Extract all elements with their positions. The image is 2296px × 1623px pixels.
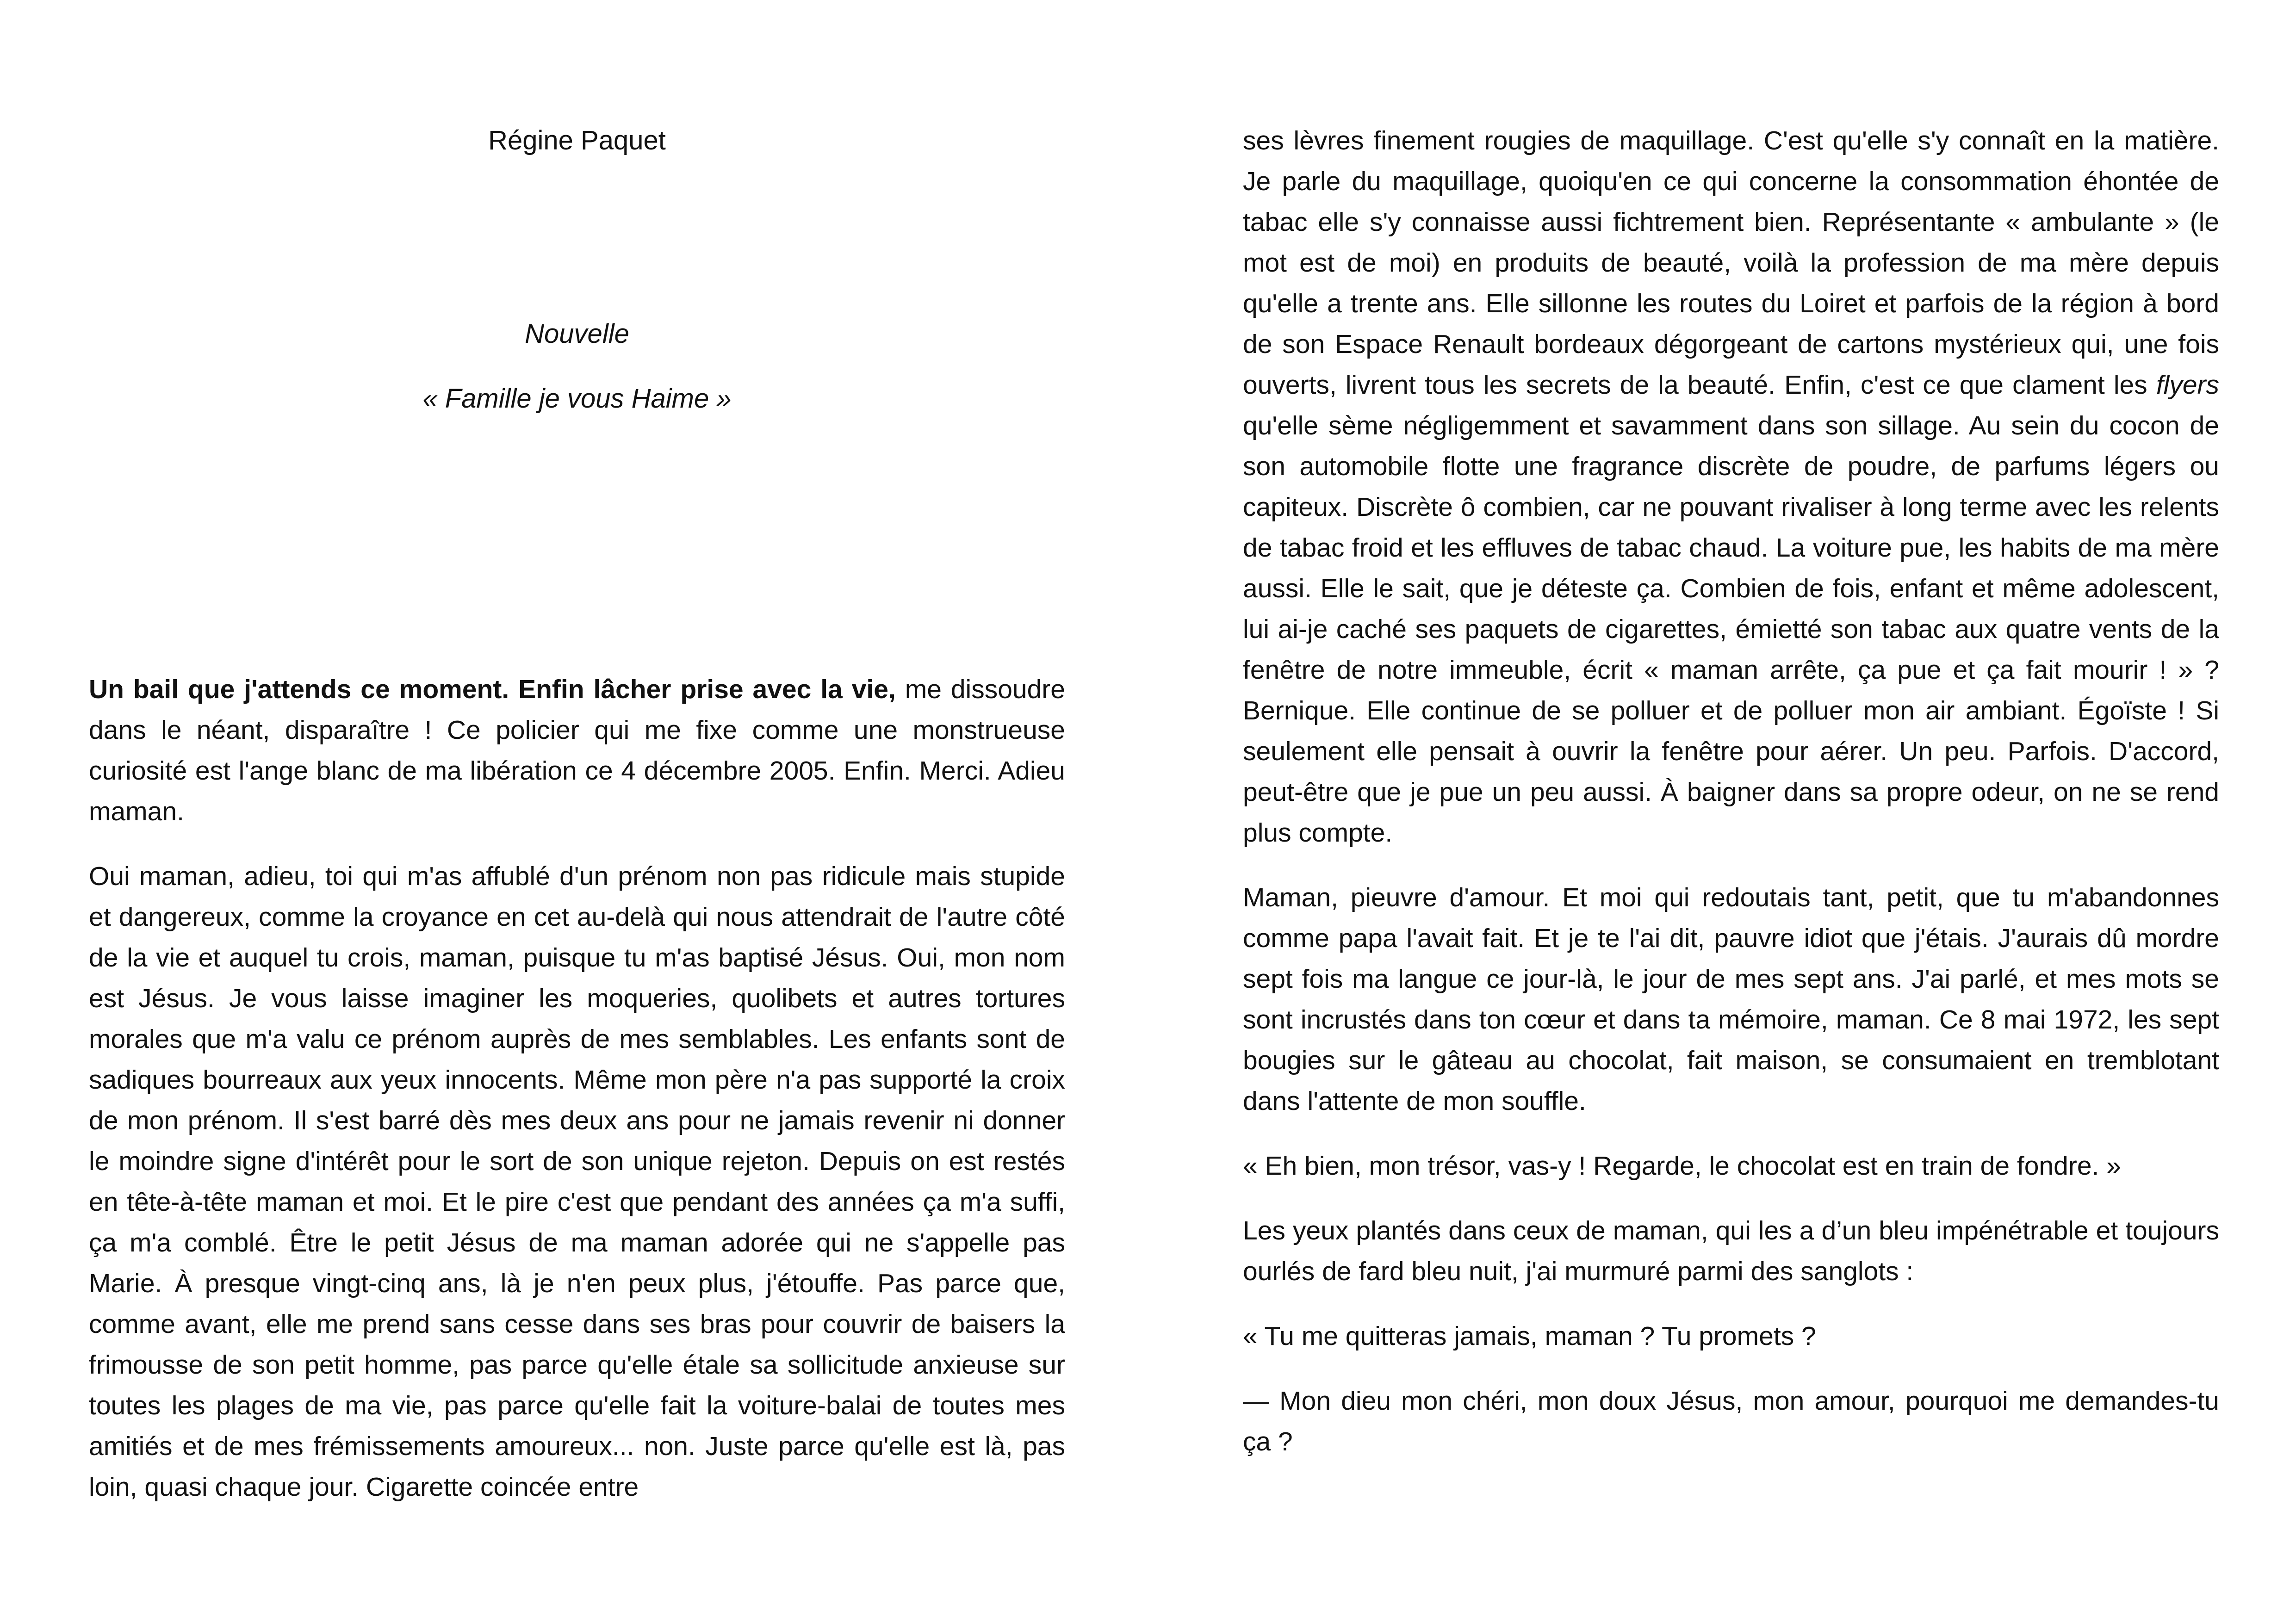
left-page [89,120,1065,1531]
title-block [89,120,1065,419]
opening-bold-sentence: Un bail que j'attends ce moment. Enfin lâcher prise avec la vie, [89,675,896,704]
author-name: Régine Paquet [488,125,666,155]
paragraph [89,669,1065,832]
paragraph-text: qu'elle sème négligemment et savamment dans son sillage. Au sein du cocon de son automobile flotte une fragrance discrète de poudre, de parfums légers ou capiteux. Discrète ô combien, car ne pouvant rivaliser à long terme avec les relents de tabac froid et les effluves de tabac chaud. La voiture pue, les habits de ma mère aussi. Elle le sait, que je déteste ça. Combien de fois, enfant et même adolescent, lui ai-je caché ses paquets de cigarettes, émietté son tabac aux quatre vents de la fenêtre de notre immeuble, écrit « maman arrête, ça pue et ça fait mourir ! » ? Bernique. Elle continue de se polluer et de polluer mon air ambiant. Égoïste ! Si seulement elle pensait à ouvrir la fenêtre pour aérer. Un peu. Parfois. D'accord, peut-être que je pue un peu aussi. À baigner dans sa propre odeur, on ne se rend plus compte. [1243,411,2219,848]
paragraph: Oui maman, adieu, toi qui m'as affublé d'un prénom non pas ridicule mais stupide et dangereux, comme la croyance en cet au-delà qui nous attendrait de l'autre côté de la vie et auquel tu crois, maman, puisque tu m'as baptisé Jésus. Oui, mon nom est Jésus. Je vous laisse imaginer les moqueries, quolibets et autres tortures morales que m'a valu ce prénom auprès de mes semblables. Les enfants sont de sadiques bourreaux aux yeux innocents. Même mon père n'a pas supporté la croix de mon prénom. Il s'est barré dès mes deux ans pour ne jamais revenir ni donner le moindre signe d'intérêt pour le sort de son unique rejeton. Depuis on est restés en tête-à-tête maman et moi. Et le pire c'est que pendant des années ça m'a suffi, ça m'a comblé. Être le petit Jésus de ma maman adorée qui ne s'appelle pas Marie. À presque vingt-cinq ans, là je n'en peux plus, j'étouffe. Pas parce que, comme avant, elle me prend sans cesse dans ses bras pour couvrir de baisers la frimousse de son petit homme, pas parce qu'elle étale sa sollicitude anxieuse sur toutes les plages de ma vie, pas parce qu'elle fait la voiture-balai de toutes mes amitiés et de mes frémissements amoureux... non. Juste parce qu'elle est là, pas loin, quasi chaque jour. Cigarette coincée entre [89,861,1065,1502]
italic-word: flyers [2156,370,2219,400]
paragraph-text: me dissoudre dans le néant, disparaître ! Ce policier qui me fixe comme une monstrueuse curiosité est l'ange blanc de ma libération ce 4 décembre 2005. Enfin. Merci. Adieu maman. [89,675,1065,826]
left-body-text [89,669,1065,1507]
dialogue-line: — Mon dieu mon chéri, mon doux Jésus, mon amour, pourquoi me demandes-tu ça ? [1243,1386,2219,1456]
story-title: « Famille je vous Haime » [422,384,732,414]
paragraph-text: ses lèvres finement rougies de maquillage. C'est qu'elle s'y connaît en la matière. Je parle du maquillage, quoiqu'en ce qui concerne la consommation éhontée de tabac elle s'y connaisse aussi fichtrement bien. Représentante « ambulante » (le mot est de moi) en produits de beauté, voilà la profession de ma mère depuis qu'elle a trente ans. Elle sillonne les routes du Loiret et parfois de la région à bord de son Espace Renault bordeaux dégorgeant de cartons mystérieux qui, une fois ouverts, livrent tous les secrets de la beauté. Enfin, c'est ce que clament les [1243,126,2219,400]
dialogue-line: « Tu me quitteras jamais, maman ? Tu promets ? [1243,1321,1816,1351]
right-page [1243,120,2219,1486]
paragraph: Les yeux plantés dans ceux de maman, qui les a d’un bleu impénétrable et toujours ourlés de fard bleu nuit, j'ai murmuré parmi des sanglots : [1243,1216,2219,1286]
dialogue-line: « Eh bien, mon trésor, vas-y ! Regarde, le chocolat est en train de fondre. » [1243,1151,2121,1181]
paragraph [1243,120,2219,853]
right-body-text [1243,120,2219,1462]
genre-label: Nouvelle [525,319,629,349]
paragraph: Maman, pieuvre d'amour. Et moi qui redoutais tant, petit, que tu m'abandonnes comme papa l'avait fait. Et je te l'ai dit, pauvre idiot que j'étais. J'aurais dû mordre sept fois ma langue ce jour-là, le jour de mes sept ans. J'ai parlé, et mes mots se sont incrustés dans ton cœur et dans ta mémoire, maman. Ce 8 mai 1972, les sept bougies sur le gâteau au chocolat, fait maison, se consumaient en tremblotant dans l'attente de mon souffle. [1243,883,2219,1116]
